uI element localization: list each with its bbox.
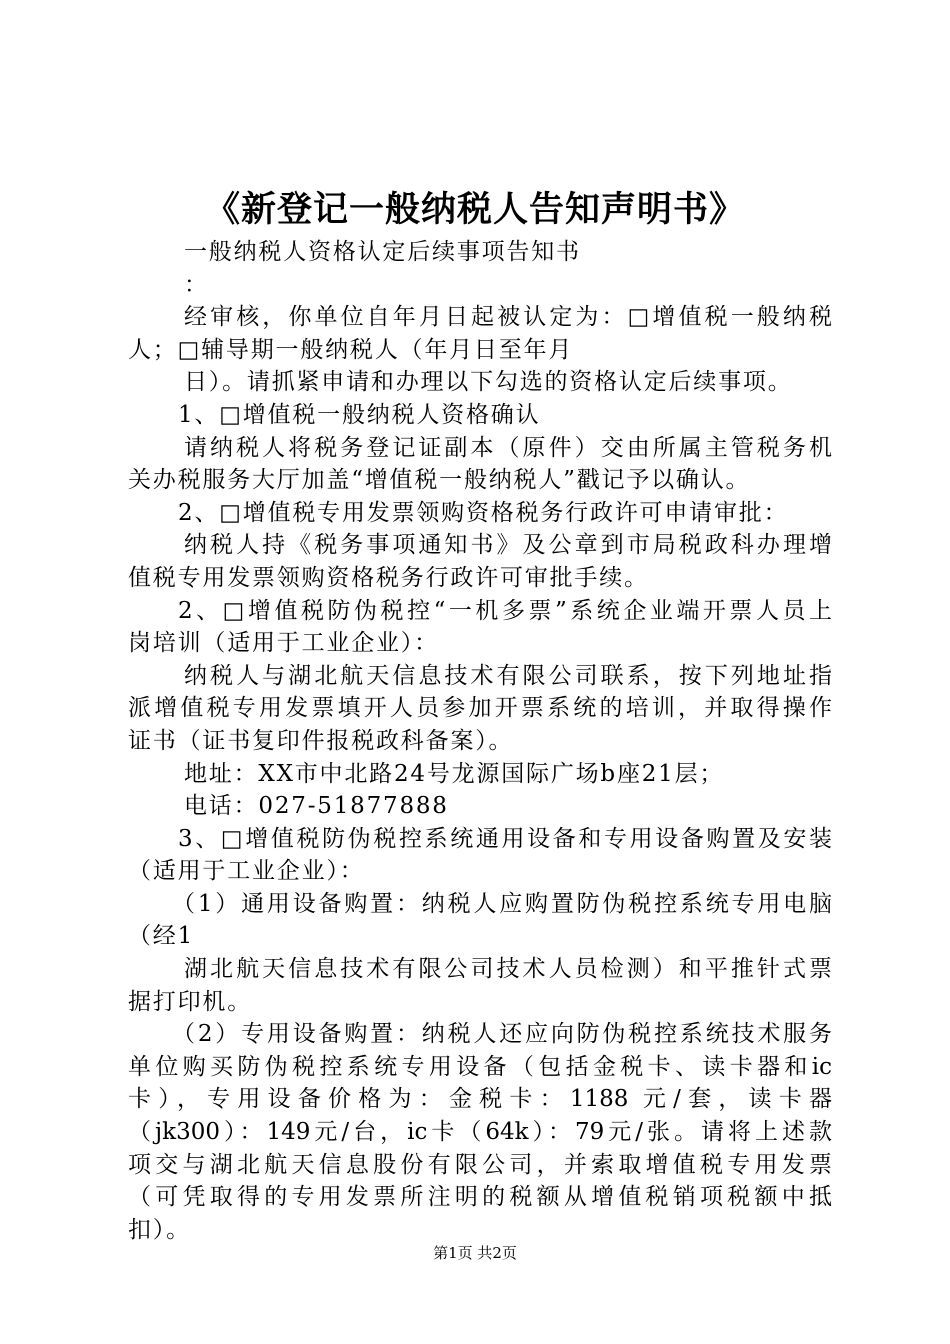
text-line: 地址：XX市中北路24号龙源国际广场b座21层； xyxy=(184,760,725,787)
text-line: 项交与湖北航天信息股份有限公司，并索取增值税专用发票 xyxy=(128,1151,832,1178)
text-line: 派增值税专用发票填开人员参加开票系统的培训，并取得操作 xyxy=(128,695,832,722)
text-line: （适用于工业企业）： xyxy=(128,858,365,885)
text-line: 一般纳税人资格认定后续事项告知书 xyxy=(184,239,581,265)
text-line: （1）通用设备购置：纳税人应购置防伪税控系统专用电脑 xyxy=(172,890,832,917)
text-line: 扣）。 xyxy=(128,1216,191,1243)
document-title: 《新登记一般纳税人告知声明书》 xyxy=(204,189,745,230)
text-line: 值税专用发票领购资格税务行政许可审批手续。 xyxy=(128,564,649,591)
text-line: （jk300）：149元/台，ic卡（64k）：79元/张。请将上述款 xyxy=(128,1119,832,1146)
text-line: 3、□增值税防伪税控系统通用设备和专用设备购置及安装 xyxy=(178,825,832,852)
text-line: （2）专用设备购置：纳税人还应向防伪税控系统技术服务 xyxy=(172,1021,832,1048)
text-line: ： xyxy=(184,271,209,298)
text-line: 单位购买防伪税控系统专用设备（包括金税卡、读卡器和ic xyxy=(128,1053,832,1080)
text-line: 纳税人持《税务事项通知书》及公章到市局税政科办理增 xyxy=(184,532,832,559)
text-line: 请纳税人将税务登记证副本（原件）交由所属主管税务机 xyxy=(184,434,832,461)
text-line: 卡），专用设备价格为：金税卡：1188 元/套，读卡器 xyxy=(128,1086,832,1113)
text-line: 日）。请抓紧申请和办理以下勾选的资格认定后续事项。 xyxy=(184,369,793,396)
text-line: （可凭取得的专用发票所注明的税额从增值税销项税额中抵 xyxy=(128,1184,832,1211)
text-line: 经审核，你单位自年月日起被认定为：□增值税一般纳税 xyxy=(184,304,832,331)
text-line: 1、□增值税一般纳税人资格确认 xyxy=(178,401,541,428)
text-line: 湖北航天信息技术有限公司技术人员检测）和平推针式票 xyxy=(184,956,832,983)
page-footer: 第1页 共2页 xyxy=(433,1244,517,1262)
text-line: 据打印机。 xyxy=(128,988,252,1015)
document-body xyxy=(128,236,832,1246)
text-line: 2、□增值税防伪税控“一机多票”系统企业端开票人员上 xyxy=(178,597,832,624)
text-line: 电话：027-51877888 xyxy=(184,793,449,820)
text-line: 证书（证书复印件报税政科备案）。 xyxy=(128,727,514,754)
text-line: 岗培训（适用于工业企业）： xyxy=(128,630,439,657)
text-line: 纳税人与湖北航天信息技术有限公司联系，按下列地址指 xyxy=(184,662,832,689)
text-line: 关办税服务大厅加盖“增值税一般纳税人”戳记予以确认。 xyxy=(128,467,751,494)
text-line: 2、□增值税专用发票领购资格税务行政许可申请审批： xyxy=(178,499,789,526)
text-line: （经1 xyxy=(128,923,195,950)
text-line: 人；□辅导期一般纳税人（年月日至年月 xyxy=(128,336,574,363)
